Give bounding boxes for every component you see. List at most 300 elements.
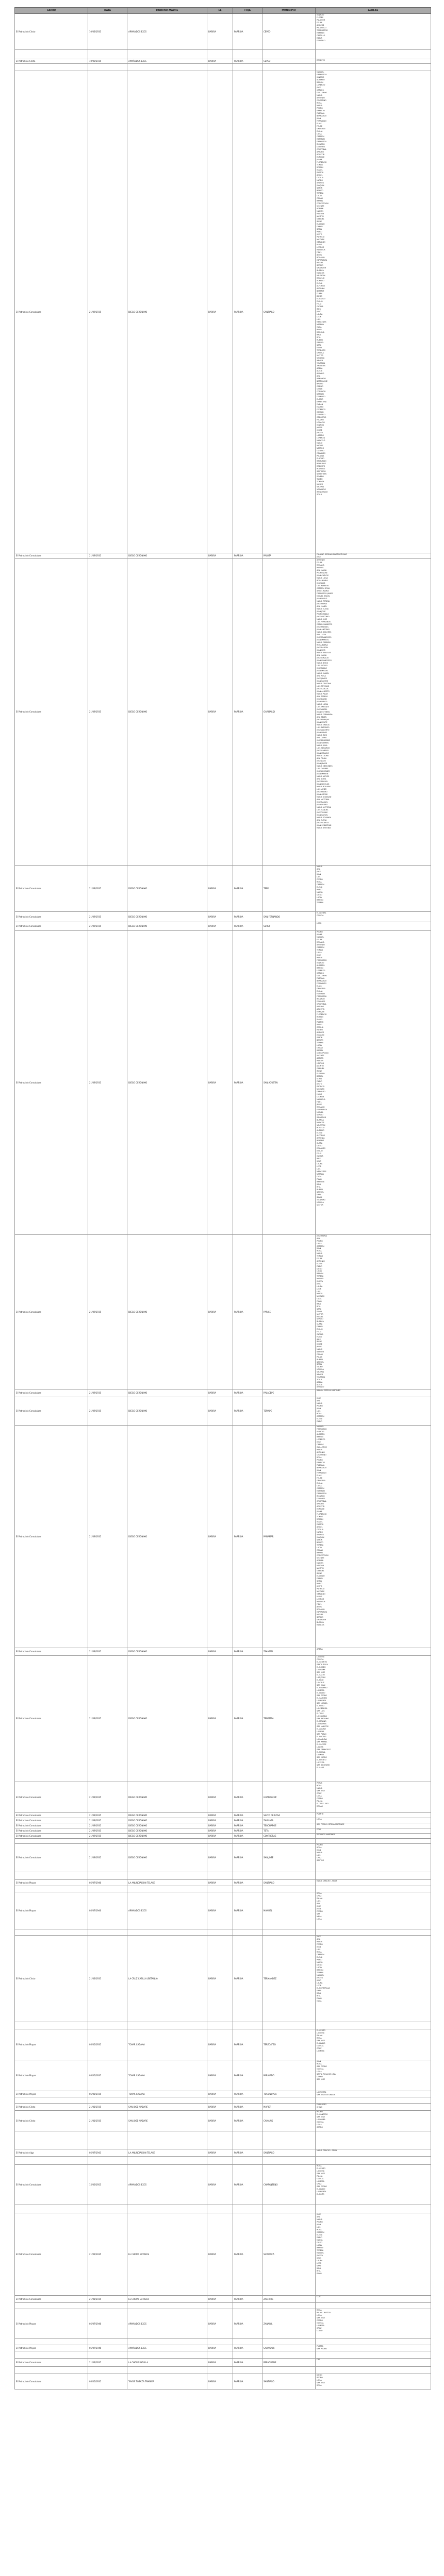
- empty-cell: [88, 2351, 127, 2359]
- aldea-item: SILVIA: [317, 1196, 322, 1198]
- aldea-item: ANA: [317, 868, 321, 870]
- cell-padrino: LA CRUZ CASILLA (BETANIA): [127, 1936, 207, 2022]
- spacer-row: [15, 1872, 431, 1880]
- aldea-item: RAMONA: [317, 1181, 324, 1183]
- aldea-item: TERESA: [317, 1544, 324, 1546]
- aldea-item: ANTONIO: [317, 1451, 325, 1453]
- aldea-item: ROSA: [317, 2165, 322, 2167]
- aldea-item: LUIS: [317, 1948, 321, 1951]
- aldea-item: PEDRO PABLO: [317, 613, 329, 615]
- aldea-item: DANIEL: [317, 226, 323, 228]
- table-row: [15, 2374, 431, 2389]
- cell-municipio: PANAMAR: [262, 1426, 316, 1648]
- aldea-item: ADRIAN: [317, 208, 324, 210]
- table-row: [15, 559, 431, 866]
- aldea-item: PATRICIO: [317, 1588, 325, 1590]
- empty-cell: [207, 2205, 233, 2213]
- aldea-item: PABLO: [317, 1583, 322, 1585]
- cell-carro: El Patrocinio Consolaban: [15, 1782, 88, 1813]
- cell-padrino: DIEGO CERÓNIMO: [127, 1426, 207, 1648]
- cell-aldeas: [316, 2296, 431, 2303]
- aldea-item: JUAN: [317, 1408, 321, 1410]
- aldea-item: EL RODEO: [317, 1666, 326, 1668]
- aldea-item: TADEO: [317, 1366, 323, 1368]
- table-row: [15, 1834, 431, 1839]
- aldea-item: ALBERTO: [317, 1433, 325, 1435]
- cell-el: BARRIA: [207, 2060, 233, 2091]
- aldea-item: ISABEL: [317, 1521, 323, 1523]
- empty-cell: [127, 2157, 207, 2165]
- aldea-item: JOSE MARIA: [317, 1235, 327, 1237]
- empty-cell: [316, 2131, 431, 2149]
- table-row: [15, 2091, 431, 2097]
- aldea-item: LA PUERTA: [317, 1700, 326, 1702]
- cell-carro: El Patrocinio Consolaban: [15, 1828, 88, 1834]
- aldea-item: ADRIAN: [317, 1057, 324, 1059]
- cell-carro: El Patrocinio Cristo: [15, 1936, 88, 2022]
- cell-data: 15/06/1955: [88, 2165, 127, 2205]
- empty-cell: [233, 1872, 262, 1880]
- aldea-item: CRUZ: [317, 1857, 322, 1859]
- table-body: [15, 14, 431, 2389]
- aldea-item: OCTAVIO: [317, 450, 324, 452]
- aldea-item: RUBEN: [317, 1358, 323, 1361]
- aldea-item: MARIA CANCHO - FELIX: [317, 2149, 337, 2151]
- cell-aldeas: [316, 1782, 431, 1813]
- aldea-item: LA PALMA: [317, 2119, 325, 2121]
- cell-carro: El Patrocinio Cristo: [15, 2111, 88, 2131]
- aldea-item: AURELIO: [317, 1129, 324, 1131]
- aldea-item: MARIA: [317, 1402, 322, 1404]
- aldea-item: NICOLAS: [317, 1088, 325, 1090]
- aldea-item: JOSE MANUEL: [317, 626, 329, 628]
- cell-foja: PARRIOA: [233, 559, 262, 866]
- empty-cell: [207, 2157, 233, 2165]
- aldea-item: LUIS: [317, 876, 321, 878]
- cell-foja: PARRIOA: [233, 1844, 262, 1872]
- cell-carro: El Patrocinio Cristo: [15, 59, 88, 64]
- aldea-item: JOSE: [317, 954, 321, 956]
- cell-el: BARRIA: [207, 2104, 233, 2111]
- cell-carro: El Patrocinio Consolaban: [15, 1426, 88, 1648]
- empty-cell: [88, 1872, 127, 1880]
- cell-padrino: DIEGO CERÓNIMO: [127, 553, 207, 559]
- aldea-item: PUERTA: [317, 2345, 323, 2347]
- table-row: [15, 2029, 431, 2060]
- aldea-item: FELIPE: [317, 1258, 323, 1260]
- aldea-item: CECILIA: [317, 177, 324, 179]
- aldea-item: ELENA: [317, 1956, 323, 1958]
- empty-cell: [207, 1839, 233, 1844]
- aldea-item: MANUEL: [317, 71, 324, 73]
- aldea-item: SAN LUIS: [317, 1710, 325, 1712]
- aldea-item: VALENTIN: [317, 1124, 325, 1126]
- aldea-item: GONZALO: [317, 40, 325, 42]
- aldea-item: JORGE: [317, 429, 322, 431]
- aldea-item: BARTOLOME: [317, 380, 327, 382]
- aldea-item: RICARDO: [317, 998, 325, 1000]
- empty-cell: [262, 2351, 316, 2359]
- aldea-item: PABLO: [317, 1959, 322, 1961]
- aldea-item: SAN PEDRO: [317, 2065, 327, 2067]
- aldea-item: SILVIA: [317, 1310, 322, 1313]
- aldea-item: DOLORES: [317, 1498, 325, 1500]
- aldea-item: JOSE FRANCISCO: [317, 636, 332, 638]
- aldea-item: IGNACIO: [317, 14, 324, 16]
- aldea-item: ELIAS: [317, 985, 322, 987]
- aldea-item: CESAR: [317, 388, 323, 390]
- table-row: [15, 866, 431, 912]
- cell-data: 05/07/1946: [88, 1880, 127, 1886]
- aldea-item: PEDRO: [317, 1943, 323, 1945]
- aldea-item: MATEO: [317, 1029, 323, 1031]
- aldea-item: MIGUEL: [317, 262, 324, 264]
- empty-cell: [207, 2097, 233, 2104]
- aldea-item: LAZARO: [317, 434, 324, 436]
- aldea-item: HECTOR: [317, 1062, 324, 1064]
- aldea-item: RAMON: [317, 1436, 323, 1438]
- aldea-item: CONCEPCION: [317, 1052, 328, 1054]
- empty-cell: [262, 64, 316, 71]
- aldea-item: LORENZO: [317, 1438, 325, 1440]
- aldea-item: RITA: [317, 336, 321, 338]
- aldea-item: CECILIA: [317, 1529, 324, 1531]
- table-row: [15, 1389, 431, 1397]
- aldea-item: TERESA: [317, 192, 324, 194]
- cell-data: 05/07/1946: [88, 2309, 127, 2339]
- empty-cell: [127, 50, 207, 59]
- aldea-item: RITA: [317, 1305, 321, 1308]
- cell-municipio: TERMANDEZ: [262, 1936, 316, 2022]
- aldea-item: MERCEDES: [317, 1171, 326, 1173]
- empty-cell: [15, 2022, 88, 2029]
- aldea-item: ARENA: [317, 1648, 323, 1650]
- aldea-item: SILVIA: [317, 347, 322, 349]
- cell-data: 05/07/1946: [88, 1892, 127, 1929]
- aldea-item: ROMAN: [317, 166, 323, 168]
- aldea-item: JUAN FELIPE: [317, 721, 327, 723]
- aldea-item: MARIA LAURA: [317, 755, 329, 757]
- aldea-item: MARIA: [317, 957, 322, 959]
- aldea-item: MANUEL: [317, 2252, 324, 2254]
- aldea-item: ANA: [317, 1903, 321, 1905]
- cell-foja: PARRIOA: [233, 14, 262, 50]
- cell-municipio: SALVADOR: [262, 2345, 316, 2351]
- empty-cell: [262, 2131, 316, 2149]
- aldea-item: LEON: [317, 1165, 322, 1167]
- cell-foja: PARRIOA: [233, 1235, 262, 1389]
- empty-cell: [233, 2303, 262, 2309]
- cell-foja: PARRIOA: [233, 1648, 262, 1656]
- aldea-item: PEDRO: [317, 931, 323, 933]
- cell-padrino: ARMÁNDOS EXCS: [127, 1892, 207, 1929]
- cell-foja: PARRIOA: [233, 2213, 262, 2296]
- aldea-item: MATEO: [317, 1531, 323, 1533]
- aldea-item: MARCOS: [317, 1624, 324, 1626]
- aldea-item: MARIA: [317, 94, 322, 96]
- aldea-item: ROSALIA: [317, 941, 324, 943]
- aldea-item: LOMA: [317, 1918, 322, 1920]
- cell-municipio: ZAGUAPA: [262, 1818, 316, 1823]
- cell-data: 21/01/1935: [88, 2111, 127, 2131]
- aldea-item: PASCUAL: [317, 977, 325, 979]
- cell-municipio: PALACEPE: [262, 1389, 316, 1397]
- cell-el: BARRIA: [207, 553, 233, 559]
- aldea-item: SANTOS: [317, 1859, 324, 1861]
- aldea-item: AGUSTIN: [317, 1008, 325, 1010]
- aldea-item: LUIS: [317, 318, 321, 320]
- aldea-item: ELENA: [317, 1262, 323, 1265]
- aldea-item: VICTOR: [317, 1204, 323, 1206]
- empty-cell: [15, 2131, 88, 2149]
- table-row: [15, 1880, 431, 1886]
- empty-cell: [233, 1839, 262, 1844]
- cell-foja: PARRIOA: [233, 1813, 262, 1818]
- aldea-item: LUCIA: [317, 1044, 322, 1046]
- aldea-item: VALENTIN: [317, 275, 325, 277]
- table-row: [15, 1397, 431, 1426]
- spacer-row: [15, 2339, 431, 2345]
- aldea-item: OCOTAL: [317, 1658, 324, 1660]
- cell-data: 21/09/1935: [88, 1844, 127, 1872]
- aldea-item: PABLO: [317, 2236, 322, 2239]
- cell-carro: El Patrocinio Consolaban: [15, 553, 88, 559]
- aldea-item: JULIO: [317, 1160, 322, 1162]
- aldea-item: ELENA: [317, 2234, 323, 2236]
- aldea-item: PILAR: [317, 1300, 322, 1303]
- aldea-item: FERNANDO: [317, 120, 327, 122]
- aldea-item: ANA LUCIA: [317, 634, 326, 636]
- aldea-item: CARMEN: [317, 884, 324, 886]
- aldea-item: VENANCIO: [317, 488, 326, 490]
- cell-foja: PARRIOA: [233, 59, 262, 64]
- aldea-item: TOMASA: [317, 481, 324, 483]
- aldea-item: JOSE MARIA: [317, 603, 327, 605]
- aldea-item: LAS JOYAS: [317, 1676, 326, 1679]
- aldea-item: MARIA JULIA: [317, 744, 327, 747]
- cell-aldeas: [316, 2165, 431, 2205]
- aldea-item: ADELA: [317, 367, 323, 369]
- aldea-item: DOMINGO: [317, 396, 326, 398]
- aldea-item: HUGO: [317, 1093, 322, 1095]
- aldea-item: CARLOS: [317, 1444, 324, 1446]
- cell-aldeas: [316, 2029, 431, 2060]
- cell-carro: El Patrocinio Consolaban: [15, 1389, 88, 1397]
- cell-aldeas: [316, 2213, 431, 2296]
- aldea-item: SAN JOSE: [317, 2040, 325, 2042]
- aldea-item: PUENTE: [317, 1813, 324, 1815]
- cell-data: 21/09/1935: [88, 866, 127, 912]
- aldea-item: TERESA: [317, 1275, 324, 1278]
- aldea-item: RAMON: [317, 1273, 323, 1275]
- aldea-item: BEATRIZ: [317, 290, 324, 292]
- aldea-item: JUANA: [317, 934, 322, 936]
- aldea-item: TERESA: [317, 1972, 324, 1974]
- aldea-item: CELESTINO: [317, 1454, 326, 1456]
- empty-cell: [233, 2367, 262, 2374]
- aldea-item: JOSE DAVID: [317, 698, 327, 700]
- aldea-item: ANTONIO: [317, 559, 325, 561]
- cell-data: 21/03/1935: [88, 2359, 127, 2367]
- aldea-item: BERNARDO: [317, 1467, 327, 1469]
- aldea-item: SOFIA: [317, 1078, 322, 1080]
- cell-el: BARRIA: [207, 1813, 233, 1818]
- aldea-item: EL PUERTO: [317, 1759, 326, 1761]
- cell-padrino: SAN JOSE MADARE: [127, 2111, 207, 2131]
- aldea-item: URSULA: [317, 352, 324, 354]
- cell-municipio: ZANARIL: [262, 2309, 316, 2339]
- aldea-item: ANA: [317, 375, 321, 377]
- cell-carro: El Patrocinio Playas: [15, 2309, 88, 2339]
- cell-el: BARRIA: [207, 866, 233, 912]
- aldea-item: EMILIO: [317, 300, 323, 302]
- aldea-item: SERGIO: [317, 264, 323, 266]
- cell-municipio: TOCONOPSA: [262, 2091, 316, 2097]
- aldea-item: LA LAGUNA: [317, 1738, 327, 1740]
- empty-cell: [316, 2367, 431, 2374]
- cell-padrino: DIEGO CERÓNIMO: [127, 1389, 207, 1397]
- aldea-item: LUIS ENRIQUE: [317, 706, 329, 708]
- aldea-item: PASTOR: [317, 172, 324, 174]
- aldea-item: PASCUAL: [317, 112, 325, 114]
- cell-foja: PARRIOA: [233, 922, 262, 931]
- cell-data: 21/09/1935: [88, 1834, 127, 1839]
- aldea-item: EL ZAPOTE: [317, 1743, 326, 1745]
- aldea-item: RAMON: [317, 899, 323, 901]
- empty-cell: [15, 2205, 88, 2213]
- cell-padrino: DIEGO CERÓNIMO: [127, 1818, 207, 1823]
- empty-cell: [15, 2097, 88, 2104]
- empty-cell: [88, 2367, 127, 2374]
- cell-municipio: MAPIER: [262, 2104, 316, 2111]
- cell-carro: El Patrocinio Consolaban: [15, 1813, 88, 1818]
- spacer-row: [15, 2367, 431, 2374]
- aldea-item: TEODORO: [317, 1199, 326, 1201]
- aldea-item: LA MESA: [317, 2325, 324, 2327]
- empty-cell: [207, 2131, 233, 2149]
- aldea-item: DIEGO: [317, 2242, 323, 2244]
- aldea-item: OLGA: [317, 2000, 322, 2002]
- aldea-item: CELESTINO: [317, 99, 326, 101]
- aldea-item: SARA: [317, 2265, 322, 2267]
- cell-el: BARRIA: [207, 1397, 233, 1426]
- cell-padrino: DIEGO CERÓNIMO: [127, 866, 207, 912]
- aldea-item: SANTIAGO: [317, 470, 326, 472]
- empty-cell: [262, 1929, 316, 1936]
- aldea-item: LAURA: [317, 1285, 323, 1287]
- aldea-item: GABRIEL: [317, 1067, 324, 1070]
- aldea-item: CERRO: [317, 2076, 323, 2078]
- aldea-item: CARMEN: [317, 1245, 324, 1247]
- aldea-item: MARIA LUCIA: [317, 703, 328, 705]
- aldea-item: JOSE PABLO: [317, 667, 327, 669]
- aldea-item: ANDRES: [317, 1031, 324, 1033]
- empty-cell: [262, 50, 316, 59]
- aldea-item: ROSA: [317, 2384, 322, 2386]
- cell-data: 21/01/1935: [88, 2104, 127, 2111]
- empty-cell: [15, 1839, 88, 1844]
- cell-el: BARRIA: [207, 2359, 233, 2367]
- cell-el: BARRIA: [207, 1782, 233, 1813]
- aldea-item: ENRIQUE: [317, 1011, 325, 1013]
- cell-foja: PARRIOA: [233, 2309, 262, 2339]
- table-row: [15, 2111, 431, 2131]
- cell-el: BARRIA: [207, 931, 233, 1235]
- aldea-item: SAN RAFAEL: [317, 1741, 327, 1743]
- aldea-item: ROSA: [317, 2309, 322, 2311]
- aldea-item: JOSEFA: [317, 1280, 323, 1283]
- aldea-item: CARMEN: [317, 1415, 324, 1417]
- aldea-item: LLANO: [317, 2330, 323, 2332]
- aldea-item: LAURA: [317, 1982, 323, 1984]
- aldea-item: MARTA: [317, 1961, 323, 1963]
- aldea-item: FELIPE: [317, 1477, 323, 1479]
- aldea-item: MARIA ROSARIO: [317, 786, 331, 788]
- cell-padrino: DIEGO CERÓNIMO: [127, 1648, 207, 1656]
- cell-aldeas: [316, 2374, 431, 2389]
- cell-carro: El Patrocinio Playas: [15, 2060, 88, 2091]
- aldea-item: LUIS GABRIEL: [317, 768, 329, 770]
- cell-el: BARRIA: [207, 1844, 233, 1872]
- cell-foja: PARRIOA: [233, 1936, 262, 2022]
- aldea-item: PASTOR: [317, 1021, 324, 1023]
- aldea-item: ELENA: [317, 1132, 323, 1134]
- aldea-item: JUAN DAVID: [317, 732, 327, 734]
- aldea-item: NATALIA: [317, 1173, 324, 1175]
- cell-foja: PARRIOA: [233, 1782, 262, 1813]
- aldea-item: JUSTO: [317, 1585, 322, 1587]
- aldea-item: PAULSTICO: [317, 27, 326, 29]
- aldea-item: ANA MARIA: [317, 654, 327, 656]
- cell-municipio: GARIBALDI: [262, 559, 316, 866]
- aldea-item: TOMAS: [317, 164, 323, 166]
- aldea-item: MARIA PILAR: [317, 693, 328, 695]
- aldea-item: ANTONIA: [317, 287, 325, 290]
- table-row: [15, 922, 431, 931]
- aldea-item: LUIS ANTONIO: [317, 685, 330, 687]
- aldea-item: ERNESTO: [317, 59, 325, 61]
- cell-el: BARRIA: [207, 2111, 233, 2131]
- aldea-item: ANTONIO: [317, 944, 325, 946]
- header-row: [15, 8, 431, 14]
- aldea-item: JOSEFA: [317, 432, 323, 434]
- aldea-item: LAURA: [317, 313, 323, 315]
- aldea-item: PABLO: [317, 889, 322, 891]
- aldea-item: GERARDO: [317, 1593, 325, 1595]
- aldea-item: ANA VICTORIA: [317, 799, 330, 801]
- aldea-item: AMPARO: [317, 1386, 324, 1388]
- aldea-item: HILARIO: [317, 419, 324, 421]
- aldea-item: JESUS: [317, 1104, 322, 1106]
- cell-municipio: SUPAPACA: [262, 2213, 316, 2296]
- aldea-item: LA LOMA: [317, 2032, 325, 2034]
- cell-el: BARRIA: [207, 2213, 233, 2296]
- aldea-item: ELIAS: [317, 1475, 322, 1477]
- empty-cell: [88, 2205, 127, 2213]
- aldea-item: ANGEL: [317, 1024, 323, 1026]
- empty-cell: [127, 2339, 207, 2345]
- header-carro: CARRO: [15, 8, 88, 14]
- aldea-item: PEDRO: [317, 107, 323, 109]
- cell-aldeas: [316, 553, 431, 559]
- cell-aldeas: [316, 1823, 431, 1828]
- aldea-item: BLANCA: [317, 1320, 324, 1323]
- cell-data: 21/09/1935: [88, 1397, 127, 1426]
- aldea-item: PATRICIO: [317, 1086, 325, 1088]
- aldea-item: HUGO: [317, 1335, 322, 1338]
- aldea-item: GUILLERMO: [317, 1446, 327, 1448]
- cell-data: 21/09/1935: [88, 922, 127, 931]
